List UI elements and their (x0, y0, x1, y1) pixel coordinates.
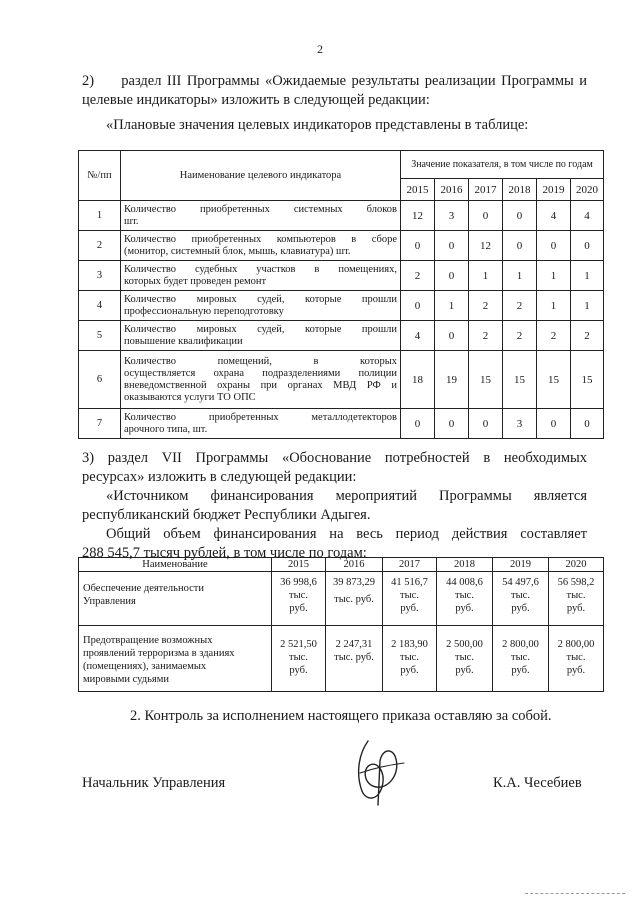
row-number: 2 (79, 231, 121, 261)
value-cell: 15 (469, 351, 503, 409)
value-cell: 0 (571, 409, 604, 439)
amount-cell: 56 598,2 тыс. руб. (549, 572, 604, 626)
value-cell: 2 (469, 291, 503, 321)
value-cell: 15 (571, 351, 604, 409)
value-cell: 0 (435, 321, 469, 351)
value-cell: 0 (401, 291, 435, 321)
value-cell: 1 (571, 291, 604, 321)
value-cell: 1 (435, 291, 469, 321)
column-header-name: Наименование целевого индикатора (121, 151, 401, 201)
column-header-value: Значение показателя, в том числе по годам (401, 151, 604, 179)
amount-cell: 2 800,00 тыс. руб. (549, 626, 604, 692)
financing-table (78, 557, 604, 692)
year-header: 2015 (401, 179, 435, 201)
indicator-name: Количество приобретенных системных блоков шт. (121, 201, 401, 231)
handwritten-signature (338, 735, 418, 812)
value-cell: 0 (469, 409, 503, 439)
indicators-table (78, 150, 604, 439)
row-number: 3 (79, 261, 121, 291)
paragraph-3 (82, 449, 587, 563)
paragraph-3-line-6: 288 545,7 тысяч рублей, в том числе по годам: (82, 545, 367, 561)
year-header: 2016 (435, 179, 469, 201)
value-cell: 0 (537, 231, 571, 261)
signatory-name: К.А. Чесебиев (493, 775, 582, 791)
value-cell: 1 (571, 261, 604, 291)
indicator-name: Количество судебных участков в помещениях, которых будет проведен ремонт (121, 261, 401, 291)
table-row (79, 231, 604, 261)
year-header: 2018 (437, 558, 493, 572)
paragraph-3-line-4: республиканский бюджет Республики Адыгея. (82, 507, 371, 523)
indicator-name: Количество мировых судей, которые прошли повышение квалификации (121, 321, 401, 351)
value-cell: 1 (537, 261, 571, 291)
paragraph-3-line-1: 3) раздел VII Программы «Обоснование потребностей в необходимых (82, 450, 587, 466)
row-number: 5 (79, 321, 121, 351)
year-header: 2015 (272, 558, 326, 572)
value-cell: 18 (401, 351, 435, 409)
paragraph-2-line-2: целевые индикаторы» изложить в следующей редакции: (82, 92, 430, 108)
amount-cell: 2 247,31 тыс. руб. (326, 626, 383, 692)
indicator-name: Количество приобретенных металлодетекторов арочного типа, шт. (121, 409, 401, 439)
value-cell: 2 (571, 321, 604, 351)
table-intro: «Плановые значения целевых индикаторов представлены в таблице: (106, 117, 529, 133)
value-cell: 1 (469, 261, 503, 291)
value-cell: 0 (435, 261, 469, 291)
value-cell: 0 (503, 201, 537, 231)
paragraph-3-line-5: Общий объем финансирования на весь период действия составляет (106, 526, 587, 542)
value-cell: 2 (503, 291, 537, 321)
amount-cell: 36 998,6 тыс. руб. (272, 572, 326, 626)
value-cell: 1 (503, 261, 537, 291)
year-header: 2019 (493, 558, 549, 572)
table-row (79, 261, 604, 291)
value-cell: 15 (537, 351, 571, 409)
amount-cell: 41 516,7 тыс. руб. (383, 572, 437, 626)
indicator-name: Количество помещений, в которых осуществляется охрана подразделениями полиции вневедомственной охраны при органах МВД РФ и оказываются услуги ТО ОПС (121, 351, 401, 409)
value-cell: 2 (401, 261, 435, 291)
year-header: 2017 (383, 558, 437, 572)
value-cell: 12 (469, 231, 503, 261)
table-row (79, 351, 604, 409)
year-header: 2016 (326, 558, 383, 572)
indicator-name: Количество мировых судей, которые прошли профессиональную переподготовку (121, 291, 401, 321)
amount-cell: 2 183,90 тыс. руб. (383, 626, 437, 692)
row-number: 4 (79, 291, 121, 321)
year-header: 2020 (549, 558, 604, 572)
control-clause: 2. Контроль за исполнением настоящего приказа оставляю за собой. (130, 708, 552, 724)
paragraph-3-line-3: «Источником финансирования мероприятий Программы является (106, 488, 587, 504)
value-cell: 0 (469, 201, 503, 231)
amount-cell: 2 500,00 тыс. руб. (437, 626, 493, 692)
table-row (79, 572, 604, 626)
value-cell: 0 (401, 231, 435, 261)
column-header-number: №/пп (79, 151, 121, 201)
amount-cell: 54 497,6 тыс. руб. (493, 572, 549, 626)
value-cell: 2 (469, 321, 503, 351)
amount-cell: 44 008,6 тыс. руб. (437, 572, 493, 626)
year-header: 2018 (503, 179, 537, 201)
table-row (79, 291, 604, 321)
value-cell: 2 (537, 321, 571, 351)
column-header-name: Наименование (79, 558, 272, 572)
value-cell: 1 (537, 291, 571, 321)
page-number: 2 (317, 42, 323, 56)
footer-divider (525, 893, 625, 894)
value-cell: 0 (435, 409, 469, 439)
financing-item-name: Предотвращение возможных проявлений терроризма в зданиях (помещениях), занимаемых мировыми судьями (79, 626, 272, 692)
table-row (79, 201, 604, 231)
row-number: 7 (79, 409, 121, 439)
paragraph-2 (82, 72, 587, 110)
year-header: 2017 (469, 179, 503, 201)
value-cell: 0 (401, 409, 435, 439)
value-cell: 2 (503, 321, 537, 351)
amount-cell: 2 800,00 тыс. руб. (493, 626, 549, 692)
row-number: 6 (79, 351, 121, 409)
amount-cell: 39 873,29 тыс. руб. (326, 572, 383, 626)
value-cell: 0 (503, 231, 537, 261)
year-header: 2019 (537, 179, 571, 201)
value-cell: 0 (435, 231, 469, 261)
value-cell: 0 (571, 231, 604, 261)
value-cell: 4 (571, 201, 604, 231)
amount-cell: 2 521,50 тыс. руб. (272, 626, 326, 692)
table-row (79, 321, 604, 351)
value-cell: 3 (503, 409, 537, 439)
value-cell: 12 (401, 201, 435, 231)
indicator-name: Количество приобретенных компьютеров в сборе (монитор, системный блок, мышь, клавиатура) шт. (121, 231, 401, 261)
table-row (79, 409, 604, 439)
table-row (79, 626, 604, 692)
value-cell: 0 (537, 409, 571, 439)
value-cell: 4 (537, 201, 571, 231)
signatory-position: Начальник Управления (82, 775, 226, 791)
value-cell: 15 (503, 351, 537, 409)
value-cell: 19 (435, 351, 469, 409)
row-number: 1 (79, 201, 121, 231)
value-cell: 3 (435, 201, 469, 231)
paragraph-2-line-1: 2) раздел III Программы «Ожидаемые результаты реализации Программы и (82, 73, 587, 89)
financing-item-name: Обеспечение деятельности Управления (79, 572, 272, 626)
paragraph-3-line-2: ресурсах» изложить в следующей редакции: (82, 469, 357, 485)
value-cell: 4 (401, 321, 435, 351)
year-header: 2020 (571, 179, 604, 201)
